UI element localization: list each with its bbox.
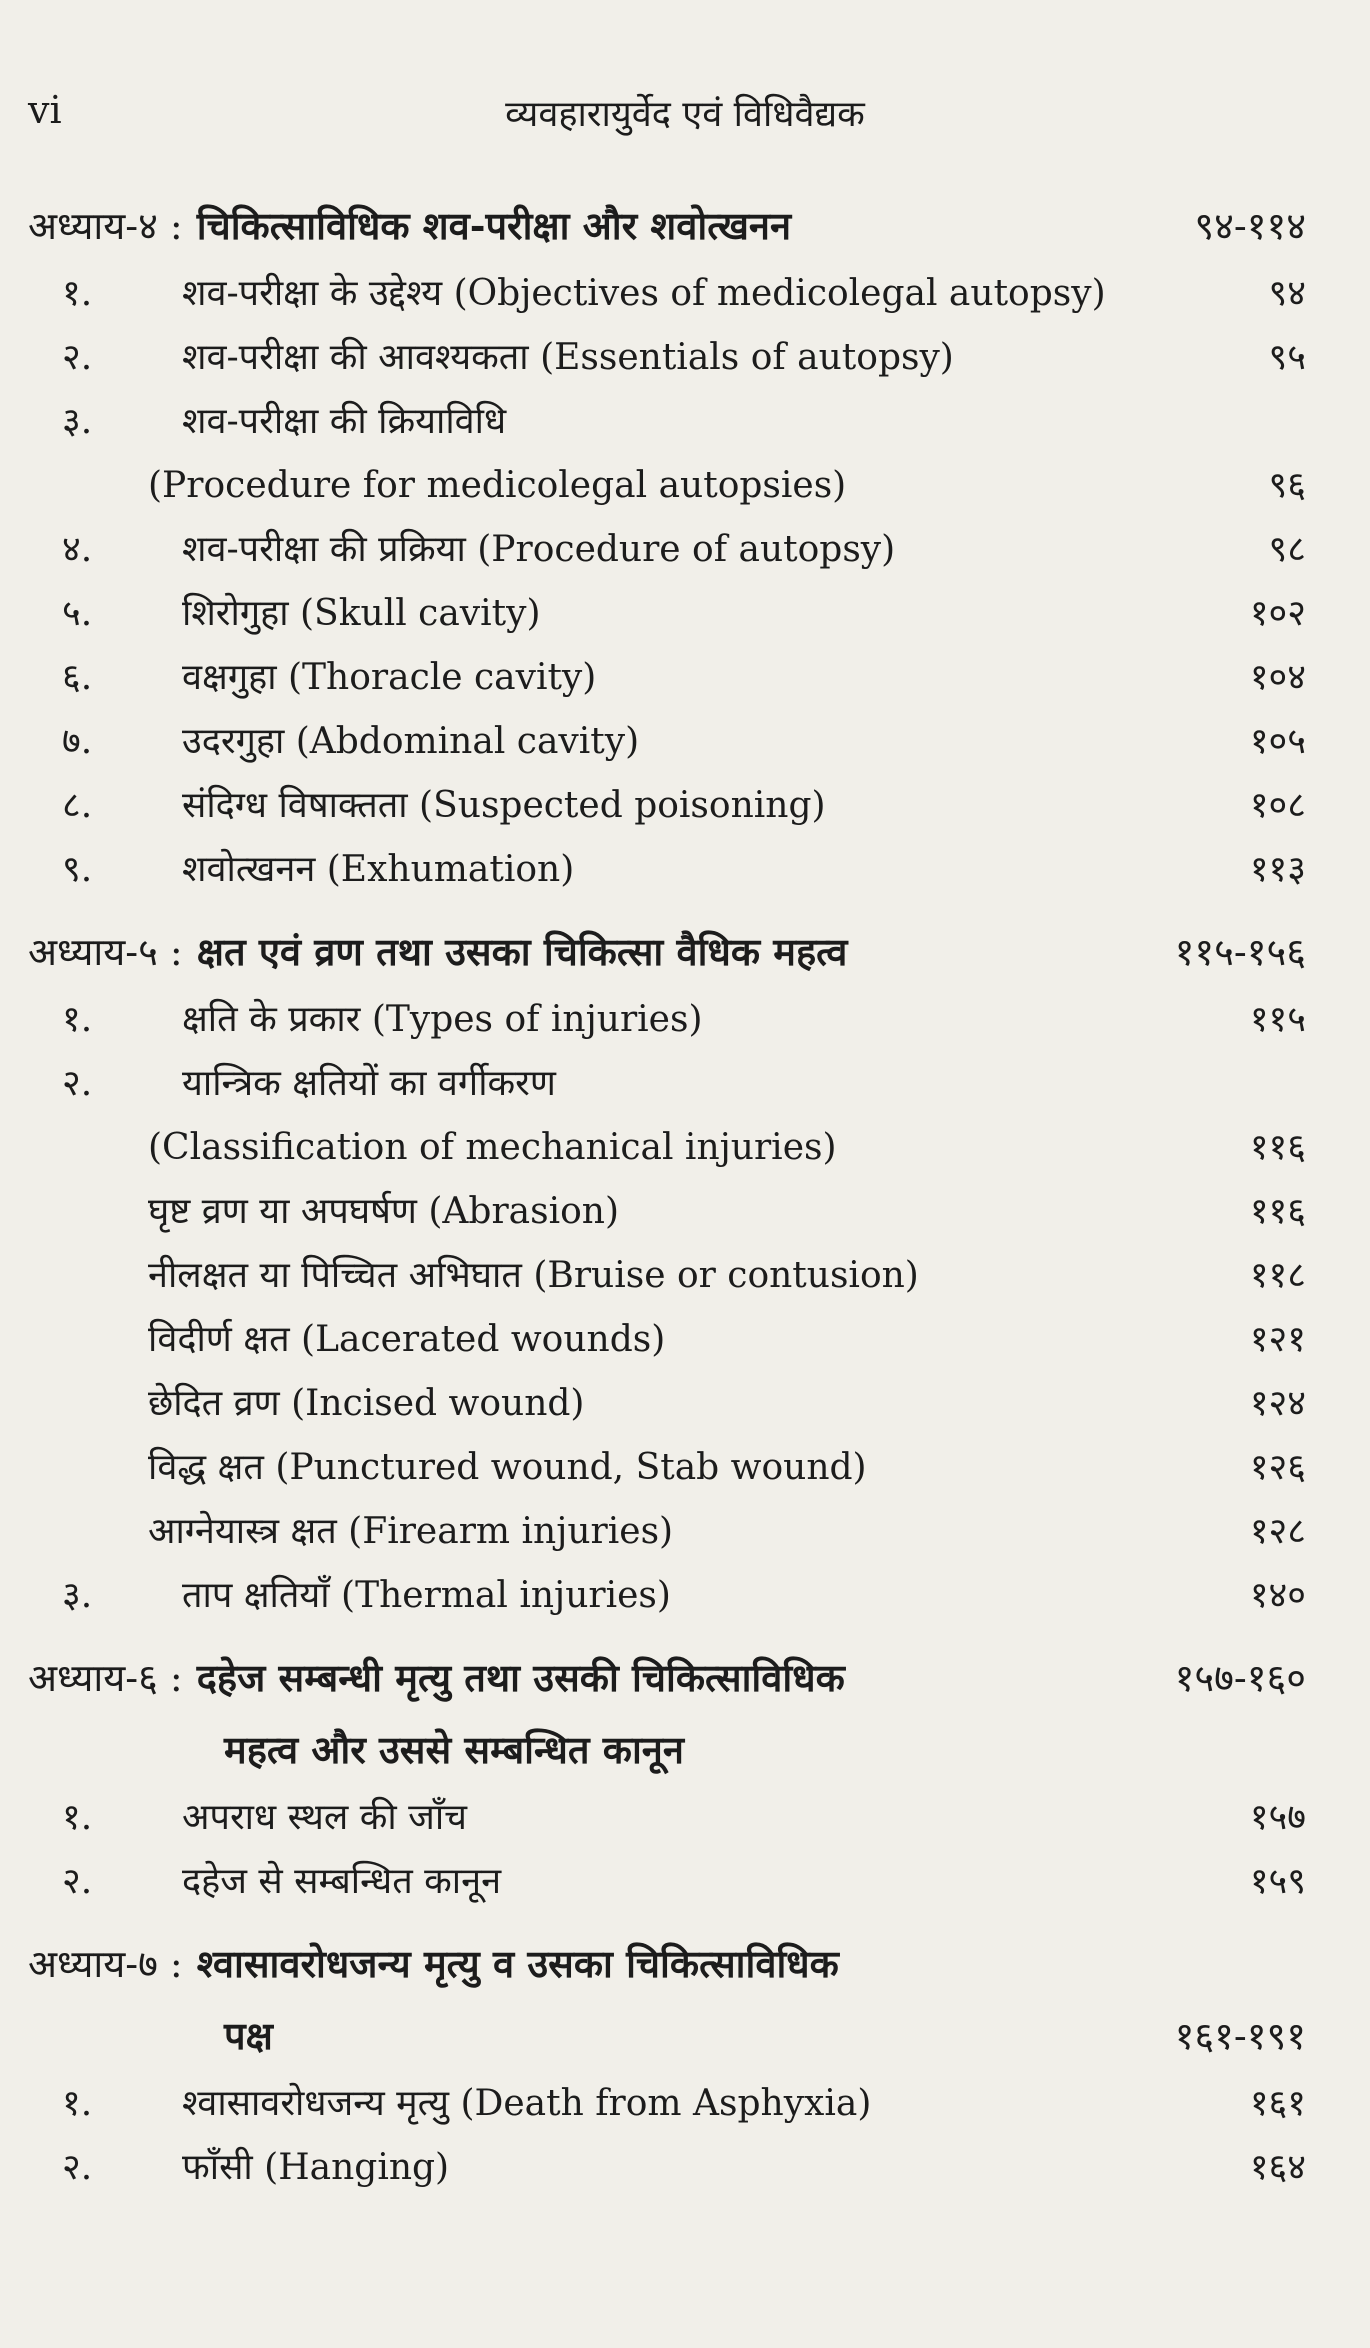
chapter-label: अध्याय-६ : xyxy=(28,1656,183,1700)
toc-entry-page: १५९ xyxy=(1249,1861,1306,1902)
toc-entry-text: नीलक्षत या पिच्चित अभिघात (Bruise or contusion) xyxy=(148,1255,919,1296)
toc-entry xyxy=(28,1244,1306,1308)
toc-entry xyxy=(28,1180,1306,1244)
chapter-title: चिकित्साविधिक शव-परीक्षा और शवोत्खनन xyxy=(196,203,792,248)
running-title: व्यवहारायुर्वेद एवं विधिवैद्यक xyxy=(505,94,865,135)
toc-entry xyxy=(28,1564,1306,1628)
toc-entry-number: १. xyxy=(62,2083,93,2124)
toc-entry-text: शिरोगुहा (Skull cavity) xyxy=(182,593,541,634)
toc-entry-text: संदिग्ध विषाक्तता (Suspected poisoning) xyxy=(182,785,826,826)
toc-entry xyxy=(28,710,1306,774)
toc-entry-number: १. xyxy=(62,1797,93,1838)
toc-entry-text: शव-परीक्षा की आवश्यकता (Essentials of autopsy) xyxy=(182,337,954,378)
toc-entry-page: १२४ xyxy=(1249,1383,1306,1424)
chapter-heading xyxy=(28,1642,1306,1714)
toc-entry-number: ९. xyxy=(62,849,93,890)
toc-entry-number: ३. xyxy=(62,401,93,442)
chapter-title-line2: महत्व और उससे सम्बन्धित कानून xyxy=(224,1727,684,1772)
chapter-heading xyxy=(28,1928,1306,2000)
toc-entry-text: श्वासावरोधजन्य मृत्यु (Death from Asphyxia) xyxy=(182,2083,872,2124)
toc-entry-page: १०४ xyxy=(1249,657,1306,698)
chapter-title: दहेज सम्बन्धी मृत्यु तथा उसकी चिकित्साविधिक xyxy=(196,1655,845,1700)
toc-entry-text: अपराध स्थल की जाँच xyxy=(182,1797,468,1838)
toc-entry xyxy=(28,518,1306,582)
toc-entry-page: १०८ xyxy=(1249,785,1306,826)
toc-entry-page: ९८ xyxy=(1268,529,1306,570)
chapter-section xyxy=(28,1928,1306,2200)
toc-entry-page: १०२ xyxy=(1249,593,1306,634)
toc-entry-number: २. xyxy=(62,1063,93,1104)
toc-entry-page: १६४ xyxy=(1249,2147,1306,2188)
toc-entry-page: १५७ xyxy=(1249,1797,1306,1838)
toc-entry-number: ६. xyxy=(62,657,93,698)
toc-entry-text: विद्ध क्षत (Punctured wound, Stab wound) xyxy=(148,1447,867,1488)
toc-entry-page: ९६ xyxy=(1268,465,1306,506)
chapter-page-range: ११५-१५६ xyxy=(1174,930,1306,974)
toc-entry-text: शव-परीक्षा के उद्देश्य (Objectives of medicolegal autopsy) xyxy=(182,273,1106,314)
chapter-label: अध्याय-४ : xyxy=(28,204,183,248)
toc-entry xyxy=(28,646,1306,710)
toc-entry-number: २. xyxy=(62,1861,93,1902)
chapter-title: श्वासावरोधजन्य मृत्यु व उसका चिकित्साविधिक xyxy=(196,1941,839,1986)
toc-entry-page: ११६ xyxy=(1249,1127,1306,1168)
chapter-section xyxy=(28,1642,1306,1914)
toc-entry xyxy=(28,582,1306,646)
toc-entry-number: ८. xyxy=(62,785,93,826)
toc-entry xyxy=(28,454,1306,518)
toc-entry-page: १०५ xyxy=(1249,721,1306,762)
toc-entry-text: (Classification of mechanical injuries) xyxy=(148,1127,837,1168)
toc-entry xyxy=(28,1500,1306,1564)
toc-entry xyxy=(28,1436,1306,1500)
chapter-heading-continued xyxy=(28,1714,1306,1786)
toc-entry-number: ४. xyxy=(62,529,93,570)
chapter-title-line2: पक्ष xyxy=(224,2013,273,2058)
toc-entry xyxy=(28,1786,1306,1850)
toc-entry xyxy=(28,390,1306,454)
toc-entry xyxy=(28,1372,1306,1436)
toc-entry-number: २. xyxy=(62,337,93,378)
toc-entry xyxy=(28,1116,1306,1180)
toc-entry-text: आग्नेयास्त्र क्षत (Firearm injuries) xyxy=(148,1511,674,1552)
toc-entry xyxy=(28,326,1306,390)
toc-entry-page: ११६ xyxy=(1249,1191,1306,1232)
toc-entry-page: ११५ xyxy=(1249,999,1306,1040)
toc-entry-text: शव-परीक्षा की क्रियाविधि xyxy=(182,401,507,442)
toc-entry-number: ७. xyxy=(62,721,93,762)
toc-entry xyxy=(28,988,1306,1052)
chapter-section xyxy=(28,916,1306,1628)
toc-entry-text: दहेज से सम्बन्धित कानून xyxy=(182,1861,502,1902)
toc-entry-page: १६१ xyxy=(1249,2083,1306,2124)
chapter-page-range: १६१-१९१ xyxy=(1174,2014,1306,2058)
toc-entry-page: ११८ xyxy=(1249,1255,1306,1296)
toc-entry-text: शवोत्खनन (Exhumation) xyxy=(182,849,575,890)
chapter-heading-continued xyxy=(28,2000,1306,2072)
toc-entry-text: ताप क्षतियाँ (Thermal injuries) xyxy=(182,1575,671,1616)
toc-entry-number: ३. xyxy=(62,1575,93,1616)
toc-entry-text: उदरगुहा (Abdominal cavity) xyxy=(182,721,640,762)
toc-entry-text: फाँसी (Hanging) xyxy=(182,2147,450,2188)
toc-entry-page: ९४ xyxy=(1268,273,1306,314)
toc-entry-number: ५. xyxy=(62,593,93,634)
toc-entry-page: १४० xyxy=(1249,1575,1306,1616)
toc-entry-text: (Procedure for medicolegal autopsies) xyxy=(148,465,847,506)
toc-entry-page: १२८ xyxy=(1249,1511,1306,1552)
toc-entry-text: घृष्ट व्रण या अपघर्षण (Abrasion) xyxy=(148,1191,620,1232)
toc-entry-number: १. xyxy=(62,273,93,314)
toc-entry xyxy=(28,2072,1306,2136)
chapter-page-range: १५७-१६० xyxy=(1174,1656,1306,1700)
toc-entry-text: वक्षगुहा (Thoracle cavity) xyxy=(182,657,597,698)
chapter-heading xyxy=(28,916,1306,988)
toc-entry xyxy=(28,2136,1306,2200)
toc-entry xyxy=(28,774,1306,838)
toc-entry-page: १२१ xyxy=(1249,1319,1306,1360)
toc-entry-text: विदीर्ण क्षत (Lacerated wounds) xyxy=(148,1319,666,1360)
toc-entry-text: छेदित व्रण (Incised wound) xyxy=(148,1383,585,1424)
toc-entry-text: क्षति के प्रकार (Types of injuries) xyxy=(182,999,703,1040)
toc-entry-text: शव-परीक्षा की प्रक्रिया (Procedure of autopsy) xyxy=(182,529,896,570)
toc-entry xyxy=(28,262,1306,326)
chapter-title: क्षत एवं व्रण तथा उसका चिकित्सा वैधिक महत्व xyxy=(196,929,848,974)
toc-entry-number: २. xyxy=(62,2147,93,2188)
chapter-label: अध्याय-५ : xyxy=(28,930,183,974)
page-folio: vi xyxy=(28,88,62,132)
toc-entry-page: ११३ xyxy=(1249,849,1306,890)
toc-entry xyxy=(28,1308,1306,1372)
chapter-section xyxy=(28,190,1306,902)
toc-entry-page: ९५ xyxy=(1268,337,1306,378)
toc-entry xyxy=(28,1850,1306,1914)
chapter-heading xyxy=(28,190,1306,262)
toc-entry xyxy=(28,1052,1306,1116)
toc-entry xyxy=(28,838,1306,902)
chapter-page-range: ९४-११४ xyxy=(1194,204,1306,248)
toc-entry-page: १२६ xyxy=(1249,1447,1306,1488)
toc-entry-number: १. xyxy=(62,999,93,1040)
chapter-label: अध्याय-७ : xyxy=(28,1942,183,1986)
table-of-contents xyxy=(28,190,1306,2214)
toc-entry-text: यान्त्रिक क्षतियों का वर्गीकरण xyxy=(182,1063,556,1104)
